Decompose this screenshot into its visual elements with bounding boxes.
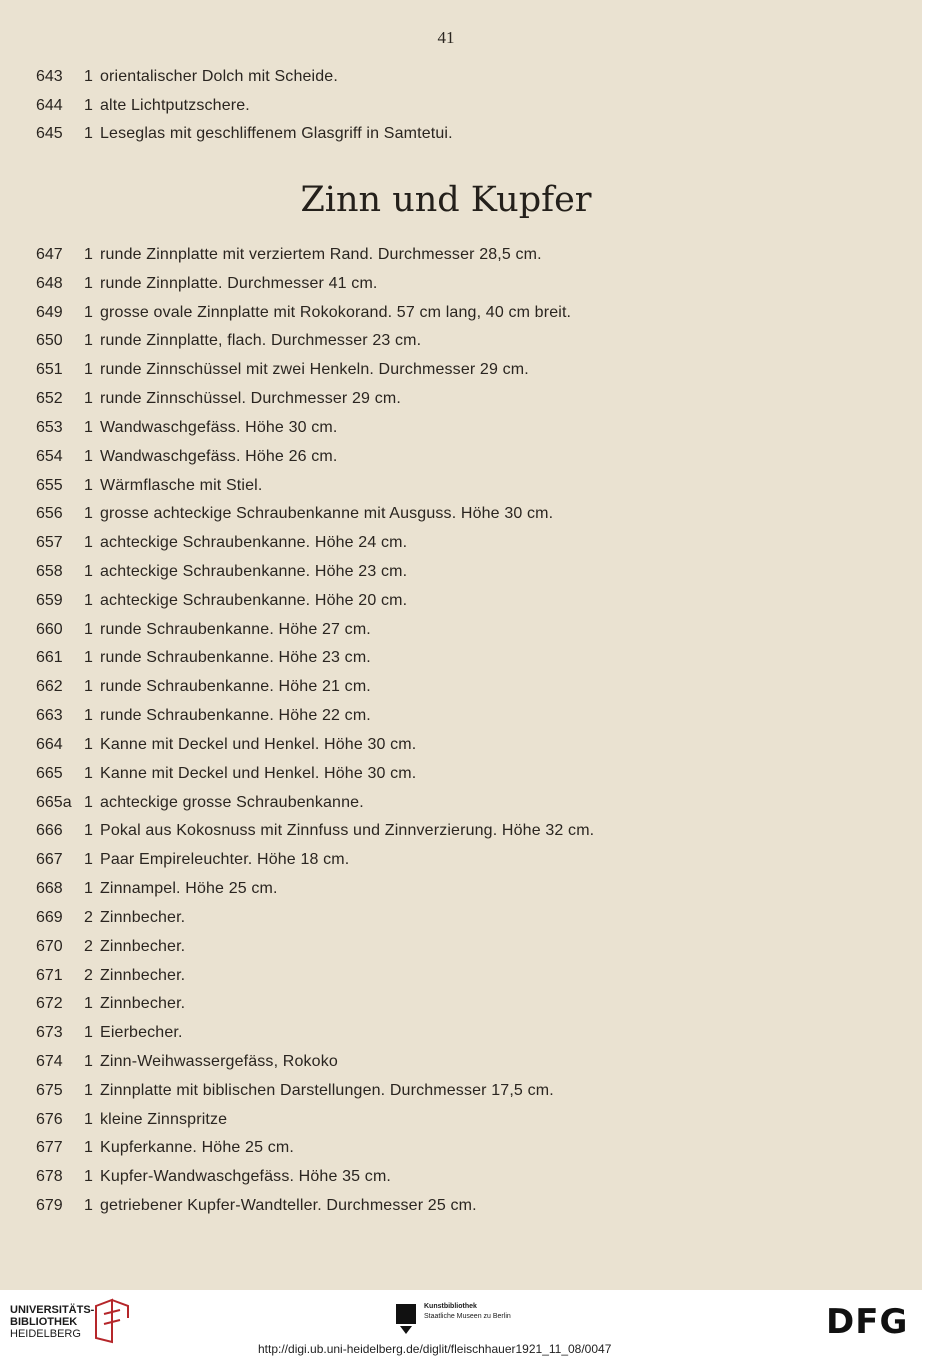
entry-description: orientalischer Dolch mit Scheide.: [100, 68, 338, 85]
entry-number: 653: [36, 418, 63, 436]
entry-quantity: 2: [84, 908, 93, 926]
entry-quantity: 1: [84, 678, 93, 696]
permalink-url[interactable]: http://digi.ub.uni-heidelberg.de/diglit/fleischhauer1921_11_08/0047: [258, 1342, 612, 1356]
entry-quantity: 1: [84, 418, 93, 436]
entry-number: 663: [36, 707, 63, 725]
ub-emblem-icon: [90, 1298, 134, 1346]
entry-description: Kanne mit Deckel und Henkel. Höhe 30 cm.: [100, 735, 417, 753]
entry-quantity: 1: [84, 68, 93, 85]
entry-description: achteckige Schraubenkanne. Höhe 20 cm.: [100, 591, 408, 609]
entry-description: runde Schraubenkanne. Höhe 22 cm.: [100, 707, 371, 725]
entry-description: Pokal aus Kokosnuss mit Zinnfuss und Zinnverzierung. Höhe 32 cm.: [100, 822, 595, 840]
entry-description: Paar Empireleuchter. Höhe 18 cm.: [100, 851, 350, 869]
entry-description: Zinnbecher.: [100, 937, 186, 955]
entry-quantity: 1: [84, 1052, 93, 1070]
entry-quantity: 1: [84, 1168, 93, 1186]
ub-logo-line: HEIDELBERG: [10, 1328, 81, 1340]
entry-number: 674: [36, 1052, 63, 1070]
kunstbibliothek-emblem-icon: [394, 1300, 420, 1334]
entry-number: 667: [36, 851, 63, 869]
entry-number: 645: [36, 125, 63, 143]
ub-logo-text: [10, 1304, 94, 1340]
entry-quantity: 1: [84, 390, 93, 408]
entry-description: achteckige Schraubenkanne. Höhe 23 cm.: [100, 563, 408, 581]
entry-quantity: 1: [84, 563, 93, 581]
entry-quantity: 1: [84, 246, 93, 263]
entry-number: 643: [36, 68, 63, 85]
entry-number: 668: [36, 880, 63, 898]
entry-number: 662: [36, 678, 63, 696]
entry-quantity: 1: [84, 591, 93, 609]
entry-number: 665: [36, 764, 63, 782]
entry-description: runde Zinnschüssel. Durchmesser 29 cm.: [100, 390, 401, 408]
entry-quantity: 1: [84, 447, 93, 465]
kb-logo-line: Staatliche Museen zu Berlin: [424, 1313, 511, 1320]
entry-quantity: 1: [84, 880, 93, 898]
entry-description: runde Schraubenkanne. Höhe 27 cm.: [100, 620, 371, 638]
entry-description: Zinnbecher.: [100, 908, 186, 926]
entry-number: 661: [36, 649, 63, 667]
entry-quantity: 1: [84, 851, 93, 869]
entry-description: Wandwaschgefäss. Höhe 30 cm.: [100, 418, 338, 436]
entry-quantity: 2: [84, 937, 93, 955]
entry-number: 678: [36, 1168, 63, 1186]
entry-quantity: 1: [84, 995, 93, 1013]
entry-number: 672: [36, 995, 63, 1013]
entry-quantity: 1: [84, 707, 93, 725]
entry-description: Zinn-Weihwassergefäss, Rokoko: [100, 1052, 338, 1070]
entry-number: 659: [36, 591, 63, 609]
entry-description: runde Schraubenkanne. Höhe 21 cm.: [100, 678, 371, 696]
entry-number: 666: [36, 822, 63, 840]
digitization-footer: [0, 1290, 926, 1358]
entry-description: Wandwaschgefäss. Höhe 26 cm.: [100, 447, 338, 465]
entry-quantity: 1: [84, 1024, 93, 1042]
entry-quantity: 1: [84, 96, 93, 114]
entry-description: kleine Zinnspritze: [100, 1110, 228, 1128]
entry-description: runde Zinnplatte. Durchmesser 41 cm.: [100, 274, 378, 292]
entry-quantity: 1: [84, 1139, 93, 1157]
entry-number: 679: [36, 1197, 63, 1215]
entry-quantity: 1: [84, 303, 93, 321]
entry-number: 658: [36, 563, 63, 581]
entry-quantity: 1: [84, 1081, 93, 1099]
entry-number: 660: [36, 620, 63, 638]
entry-number: 652: [36, 390, 63, 408]
entry-description: Zinnbecher.: [100, 966, 186, 984]
entry-quantity: 1: [84, 1110, 93, 1128]
entry-number: 675: [36, 1081, 63, 1099]
entry-number: 651: [36, 361, 63, 379]
entry-quantity: 1: [84, 534, 93, 552]
ub-logo-line: UNIVERSITÄTS-: [10, 1304, 95, 1316]
entry-number: 673: [36, 1024, 63, 1042]
entry-quantity: 1: [84, 793, 93, 811]
entry-description: grosse achteckige Schraubenkanne mit Ausguss. Höhe 30 cm.: [100, 505, 554, 523]
entry-quantity: 1: [84, 822, 93, 840]
entry-quantity: 1: [84, 505, 93, 523]
entry-number: 644: [36, 96, 63, 114]
entry-number: 647: [36, 246, 63, 263]
entry-description: getriebener Kupfer-Wandteller. Durchmesser 25 cm.: [100, 1197, 477, 1215]
dfg-logo[interactable]: DFG: [826, 1302, 909, 1342]
entry-number: 669: [36, 908, 63, 926]
entry-quantity: 1: [84, 332, 93, 350]
entry-number: 649: [36, 303, 63, 321]
entry-description: Kupferkanne. Höhe 25 cm.: [100, 1139, 294, 1157]
entry-description: Kupfer-Wandwaschgefäss. Höhe 35 cm.: [100, 1168, 392, 1186]
entry-description: runde Schraubenkanne. Höhe 23 cm.: [100, 649, 371, 667]
entry-description: achteckige grosse Schraubenkanne.: [100, 793, 364, 811]
entry-number: 670: [36, 937, 63, 955]
entry-description: Zinnplatte mit biblischen Darstellungen. Durchmesser 17,5 cm.: [100, 1081, 554, 1099]
entry-description: Leseglas mit geschliffenem Glasgriff in Samtetui.: [100, 125, 453, 143]
entry-quantity: 1: [84, 274, 93, 292]
entry-description: runde Zinnschüssel mit zwei Henkeln. Durchmesser 29 cm.: [100, 361, 529, 379]
entry-description: runde Zinnplatte, flach. Durchmesser 23 cm.: [100, 332, 422, 350]
entry-number: 677: [36, 1139, 63, 1157]
entry-quantity: 1: [84, 125, 93, 143]
entry-quantity: 1: [84, 361, 93, 379]
kb-logo-line: Kunstbibliothek: [424, 1303, 477, 1310]
entry-description: Wärmflasche mit Stiel.: [100, 476, 263, 494]
entry-number: 664: [36, 735, 63, 753]
entry-quantity: 1: [84, 735, 93, 753]
entry-quantity: 1: [84, 649, 93, 667]
entry-number: 665a: [36, 793, 72, 811]
entry-number: 671: [36, 966, 63, 984]
entry-quantity: 1: [84, 1197, 93, 1215]
entry-description: alte Lichtputzschere.: [100, 96, 250, 114]
entry-description: achteckige Schraubenkanne. Höhe 24 cm.: [100, 534, 408, 552]
entry-description: grosse ovale Zinnplatte mit Rokokorand. 57 cm lang, 40 cm breit.: [100, 303, 572, 321]
entry-number: 654: [36, 447, 63, 465]
entry-description: Kanne mit Deckel und Henkel. Höhe 30 cm.: [100, 764, 417, 782]
entry-description: Eierbecher.: [100, 1024, 183, 1042]
entry-number: 650: [36, 332, 63, 350]
entry-quantity: 2: [84, 966, 93, 984]
entry-number: 655: [36, 476, 63, 494]
entry-quantity: 1: [84, 620, 93, 638]
entry-number: 648: [36, 274, 63, 292]
entry-number: 656: [36, 505, 63, 523]
entry-quantity: 1: [84, 476, 93, 494]
entry-number: 657: [36, 534, 63, 552]
page-number: 41: [437, 28, 455, 47]
ub-logo-line: BIBLIOTHEK: [10, 1316, 78, 1328]
entry-description: runde Zinnplatte mit verziertem Rand. Durchmesser 28,5 cm.: [100, 246, 542, 263]
kunstbibliothek-logo[interactable]: [394, 1300, 511, 1338]
section-heading: Zinn und Kupfer: [300, 180, 592, 220]
entry-description: Zinnampel. Höhe 25 cm.: [100, 880, 278, 898]
kunstbibliothek-logo-text: [424, 1302, 511, 1322]
entry-number: 676: [36, 1110, 63, 1128]
entry-description: Zinnbecher.: [100, 995, 186, 1013]
entry-quantity: 1: [84, 764, 93, 782]
